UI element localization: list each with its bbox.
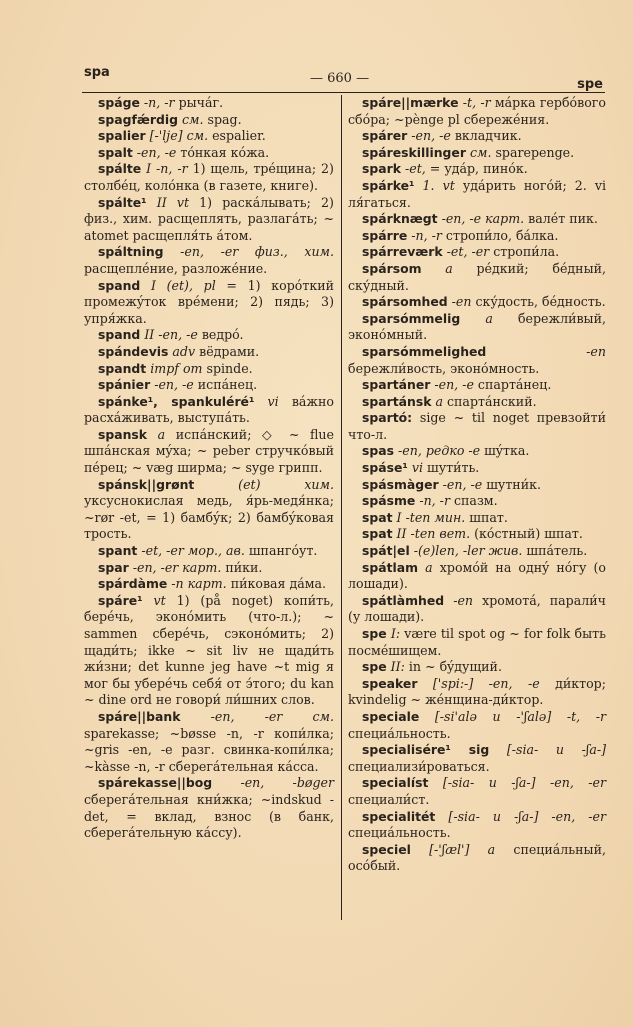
entry-translation: спартáнец.: [477, 377, 552, 393]
entry-grammar: -n, -r: [419, 493, 450, 509]
entry-grammar: -en, -e: [154, 377, 194, 393]
left-column: [84, 95, 334, 842]
entry-translation: spag.: [207, 111, 242, 127]
entry-grammar: -n, -r: [143, 95, 175, 110]
entry-headword: spátlàmhed: [362, 592, 445, 608]
entry-translation: специáльный, осóбый.: [348, 841, 606, 874]
entry-translation: пи́ковая дáма.: [230, 576, 327, 592]
dictionary-entry: [348, 228, 606, 245]
entry-translation: espalier.: [212, 128, 266, 144]
entry-headword: spar: [98, 559, 129, 575]
dictionary-entry: [348, 560, 606, 593]
entry-grammar: -en, -e: [136, 144, 177, 160]
entry-grammar: I -n, -r: [146, 161, 188, 177]
entry-grammar: -en, -e карт.: [441, 211, 525, 227]
entry-translation: тóнкая кóжа.: [180, 144, 270, 160]
dictionary-entry: [348, 493, 606, 510]
entry-grammar: -en: [451, 294, 472, 310]
dictionary-entry: [348, 809, 606, 842]
entry-headword: spánke¹, spankuléré¹: [98, 393, 255, 409]
entry-headword: spálte: [98, 161, 142, 177]
entry-headword: spáltning: [98, 244, 164, 260]
dictionary-entry: [84, 709, 334, 775]
entry-translation: специáльность.: [348, 725, 451, 741]
dictionary-entry: [84, 377, 334, 394]
entry-translation: удáрить ногóй; 2. vi ля́гаться.: [348, 177, 606, 210]
dictionary-entry: [84, 145, 334, 162]
entry-grammar: -en, -e: [442, 476, 483, 492]
entry-grammar: -en, -e: [434, 377, 474, 393]
entry-grammar: adv: [172, 343, 196, 359]
dictionary-entry: [348, 593, 606, 626]
dictionary-entry: [348, 526, 606, 543]
dictionary-entry: [84, 195, 334, 245]
entry-translation: стропи́ла.: [493, 244, 560, 260]
dictionary-entry: [84, 775, 334, 841]
dictionary-entry: [84, 95, 334, 112]
dictionary-entry: [348, 460, 606, 477]
entry-headword: spárre: [362, 227, 408, 243]
entry-translation: sparekasse; ~bøsse -n, -r копи́лка; ~gris -en, -e разг. свинка-копи́лка; ~kàsse -n, -r сберегáтельная кáсса.: [84, 725, 334, 774]
entry-translation: вáжно расхáживать, выступáть.: [84, 393, 334, 426]
entry-grammar: -en, -bøger: [240, 775, 334, 791]
entry-headword: spárekasse||bog: [98, 775, 213, 791]
dictionary-entry: [348, 344, 606, 377]
dictionary-entry: [348, 709, 606, 742]
entry-translation: 1) корóткий промежýток врéмени; 2) пядь; 3) упря́жка.: [84, 277, 334, 326]
dictionary-entry: [348, 676, 606, 709]
entry-translation: расщеплéние, разложéние.: [84, 260, 268, 276]
entry-headword: spalt: [98, 144, 133, 160]
entry-grammar: -en, -er карт.: [132, 559, 222, 575]
dictionary-entry: [348, 145, 606, 162]
entry-grammar: a: [445, 260, 453, 276]
entry-headword: spársom: [362, 260, 422, 276]
entry-headword: spant: [98, 543, 138, 559]
dictionary-entry: [348, 394, 606, 411]
entry-translation: бережли́вость, эконóмность.: [348, 360, 540, 376]
entry-headword: spartó:: [362, 410, 413, 426]
entry-headword: spáre||bank: [98, 708, 181, 724]
entry-headword: spánsk||grønt: [98, 476, 195, 492]
entry-grammar: см.: [181, 111, 204, 127]
entry-grammar: vi: [267, 393, 279, 409]
dictionary-entry: [348, 775, 606, 808]
entry-grammar: II vt: [156, 194, 190, 210]
entry-headword: spáre||mærke: [362, 95, 459, 110]
dictionary-entry: [348, 543, 606, 560]
entry-translation: sige ~ til noget превзойти́ что-л.: [348, 410, 606, 442]
entry-grammar: -en, редко -e: [398, 443, 481, 459]
entry-headword: spandt: [98, 360, 147, 376]
dictionary-entry: [348, 742, 606, 775]
dictionary-entry: [84, 128, 334, 145]
entry-grammar: a: [425, 559, 433, 575]
entry-headword: speciel: [362, 841, 411, 857]
dictionary-entry: [348, 311, 606, 344]
entry-grammar: II:: [390, 659, 405, 675]
entry-grammar: -(e)len, -ler жив.: [413, 543, 523, 559]
entry-headword: spand: [98, 277, 141, 293]
entry-translation: вкладчик.: [454, 128, 522, 144]
entry-grammar: II -en, -e: [144, 327, 198, 343]
entry-headword: spárdàme: [98, 576, 168, 592]
entry-translation: пи́ки.: [225, 559, 263, 575]
entry-headword: spartánsk: [362, 393, 432, 409]
entry-translation: спазм.: [453, 493, 498, 509]
entry-grammar: -en: [586, 343, 606, 359]
dictionary-entry: [348, 377, 606, 394]
entry-translation: ведрó.: [201, 327, 244, 343]
entry-grammar: I (et), pl =: [150, 277, 237, 293]
entry-grammar: (et) хим.: [238, 476, 334, 492]
entry-translation: шпат.: [469, 509, 508, 525]
dictionary-entry: [348, 626, 606, 659]
entry-headword: spáreskillinger: [362, 144, 466, 160]
dictionary-entry: [348, 95, 606, 128]
entry-headword: spásme: [362, 493, 416, 509]
dictionary-entry: [348, 510, 606, 527]
entry-grammar: -t, -r: [462, 95, 491, 110]
entry-grammar: -en: [453, 592, 474, 608]
entry-headword: speciale: [362, 708, 420, 724]
entry-grammar: -et, -er мор., ав.: [141, 543, 245, 559]
entry-headword: spagfǽrdig: [98, 111, 178, 127]
entry-headword: spark: [362, 161, 401, 177]
entry-headword: spárknægt: [362, 211, 438, 227]
entry-headword: sparsómmelig: [362, 310, 461, 326]
entry-grammar: -en, -e: [411, 128, 451, 144]
dictionary-entry: [84, 560, 334, 577]
entry-grammar: II -ten вет.: [396, 526, 471, 542]
entry-translation: валéт пик.: [528, 211, 598, 227]
entry-grammar: a: [157, 426, 166, 442]
entry-headword: spáge: [98, 95, 140, 110]
entry-translation: хромотá, парали́ч (у лошади).: [348, 592, 606, 625]
column-divider: [341, 95, 342, 920]
entry-translation: шýтка.: [484, 443, 530, 459]
entry-translation: шутни́к.: [486, 476, 541, 492]
entry-headword: specialisére¹ sig: [362, 742, 490, 758]
entry-grammar: vt: [153, 592, 166, 608]
entry-headword: spárke¹: [362, 177, 415, 193]
entry-headword: spáre¹: [98, 592, 143, 608]
entry-translation: сберегáтельная кни́жка; ~indskud -det, = вклад, взнос (в банк, сберегáтельную кáссу).: [84, 791, 334, 841]
dictionary-entry: [84, 394, 334, 427]
dictionary-entry: [348, 842, 606, 875]
dictionary-entry: [84, 244, 334, 277]
entry-translation: специáльность.: [348, 825, 451, 841]
entry-headword: spat: [362, 526, 393, 542]
dictionary-entry: [348, 261, 606, 294]
dictionary-entry: [348, 128, 606, 145]
entry-headword: spárreværk: [362, 244, 443, 260]
entry-headword: spátlam: [362, 559, 419, 575]
entry-translation: вёдрами.: [199, 343, 260, 359]
entry-translation: шпáтель.: [526, 543, 588, 559]
entry-headword: spát|el: [362, 543, 410, 559]
entry-grammar: [-'ʃæl'] a: [429, 841, 496, 857]
entry-translation: специализи́роваться.: [348, 758, 490, 774]
dictionary-entry: [84, 278, 334, 328]
entry-grammar: -n, -r: [411, 227, 442, 243]
entry-headword: spas: [362, 443, 394, 459]
entry-headword: spalier: [98, 128, 146, 144]
entry-headword: spásmàger: [362, 476, 439, 492]
entry-translation: рéдкий; бéдный, ску́дный.: [348, 260, 606, 293]
entry-grammar: см.: [469, 144, 492, 160]
entry-translation: испáнский; ◇ ~ flue шпáнская мýха; ~ peber стручкóвый пéрец; ~ væg ширма; ~ syge грипп.: [84, 426, 334, 476]
dictionary-entry: [84, 543, 334, 560]
dictionary-entry: [84, 344, 334, 361]
entry-translation: уксуснокислая медь, я́рь-медя́нка; ~rør -et, = 1) бамбýк; 2) бамбýковая трость.: [84, 493, 334, 542]
entry-headword: specialitét: [362, 808, 436, 824]
entry-grammar: a: [435, 393, 443, 409]
entry-grammar: [-si'alə u -'ʃalə] -t, -r: [434, 708, 606, 724]
entry-translation: шути́ть.: [427, 460, 480, 476]
entry-translation: бережли́вый, эконóмный.: [348, 310, 606, 343]
entry-translation: in ~ бýдущий.: [408, 659, 502, 675]
entry-headword: spansk: [98, 426, 148, 442]
entry-headword: spat: [362, 509, 393, 525]
entry-translation: 1) раскáлывать; 2) физ., хим. расщеплять, разлагáть; ~ atomet расщепля́ть áтом.: [84, 194, 334, 243]
entry-translation: стропи́ло, бáлка.: [445, 227, 559, 243]
entry-translation: spinde.: [206, 360, 253, 376]
entry-headword: spartáner: [362, 377, 431, 393]
entry-translation: удáр, пинóк.: [444, 161, 528, 177]
entry-grammar: [-'lje] см.: [149, 128, 209, 144]
entry-headword: spárer: [362, 128, 408, 144]
dictionary-entry: [348, 443, 606, 460]
entry-headword: spáse¹: [362, 460, 408, 476]
entry-translation: ску́дость, бéдность.: [475, 294, 606, 310]
entry-translation: специали́ст.: [348, 791, 430, 807]
dictionary-entry: [348, 244, 606, 261]
dictionary-entry: [84, 593, 334, 709]
entry-translation: 1) щель, трéщина; 2) столбéц, колóнка (в газете, книге).: [84, 161, 334, 193]
entry-grammar: vi: [411, 460, 423, 476]
entry-grammar: I -ten мин.: [396, 509, 466, 525]
entry-translation: (кóстный) шпат.: [474, 526, 583, 542]
entry-translation: спартáнский.: [446, 393, 537, 409]
entry-headword: sparsómmelighed: [362, 343, 487, 359]
entry-translation: ди́ктор; kvindelig ~ жéнщина-ди́ктор.: [348, 675, 606, 708]
entry-grammar: -en, -er физ., хим.: [180, 244, 334, 260]
entry-grammar: -et, =: [404, 161, 441, 177]
dictionary-entry: [84, 327, 334, 344]
dictionary-entry: [84, 477, 334, 543]
entry-headword: specialíst: [362, 775, 429, 791]
dictionary-entry: [348, 211, 606, 228]
entry-grammar: I:: [390, 626, 401, 641]
entry-headword: speaker: [362, 675, 418, 691]
left-guide-word: spa: [84, 65, 110, 80]
entry-headword: spársomhed: [362, 294, 448, 310]
dictionary-entry: [348, 294, 606, 311]
entry-headword: spe: [362, 626, 387, 641]
entry-grammar: -et, -er: [446, 244, 490, 260]
entry-translation: være til spot og ~ for folk быть посмéшищем.: [348, 626, 606, 658]
dictionary-entry: [84, 361, 334, 378]
entry-headword: spándevis: [98, 343, 169, 359]
entry-translation: 1) (på noget) копи́ть, берéчь, эконóмить (что-л.); ~ sammen сберéчь, сэконóмить; 2) щади́ть; ikke ~ sit liv не щади́ть жи́зни; det kunne jeg have ~t mig я мог бы уберéчь себя́ от э́того; du kan ~ dine ord не говори́ ли́шних слов.: [84, 592, 334, 708]
page-number: — 660 —: [310, 71, 370, 86]
dictionary-entry: [348, 178, 606, 211]
dictionary-entry: [84, 112, 334, 129]
right-guide-word: spe: [577, 77, 603, 92]
entry-translation: испáнец.: [197, 377, 258, 393]
entry-grammar: [-sia- u -ʃa-]: [506, 742, 606, 758]
entry-translation: sparepenge.: [495, 144, 575, 160]
dictionary-entry: [84, 576, 334, 593]
entry-grammar: -n карт.: [171, 576, 227, 592]
dictionary-entry: [84, 427, 334, 477]
entry-headword: spand: [98, 327, 141, 343]
entry-grammar: [-sia- u -ʃa-] -en, -er: [448, 808, 606, 824]
dictionary-entry: [348, 477, 606, 494]
entry-headword: spánier: [98, 377, 151, 393]
entry-grammar: ['spi:-] -en, -e: [432, 675, 540, 691]
header-rule: [82, 92, 605, 93]
entry-grammar: 1. vt: [422, 177, 455, 193]
entry-headword: spálte¹: [98, 194, 147, 210]
entry-headword: spe: [362, 659, 387, 675]
right-column: [348, 95, 606, 875]
dictionary-entry: [348, 161, 606, 178]
dictionary-entry: [84, 161, 334, 194]
entry-translation: шпангóут.: [248, 543, 318, 559]
entry-translation: рычáг.: [178, 95, 224, 110]
dictionary-entry: [348, 659, 606, 676]
entry-grammar: [-sia- u -ʃa-] -en, -er: [442, 775, 606, 791]
dictionary-entry: [348, 410, 606, 443]
entry-grammar: -en, -er см.: [210, 708, 334, 724]
entry-grammar: impf om: [150, 360, 203, 376]
entry-translation: хромóй на однý нóгу (о лошади).: [348, 559, 606, 592]
entry-grammar: a: [485, 310, 493, 326]
entry-translation: мáрка гербóвого сбóра; ~pènge pl сбережéния.: [348, 95, 606, 127]
